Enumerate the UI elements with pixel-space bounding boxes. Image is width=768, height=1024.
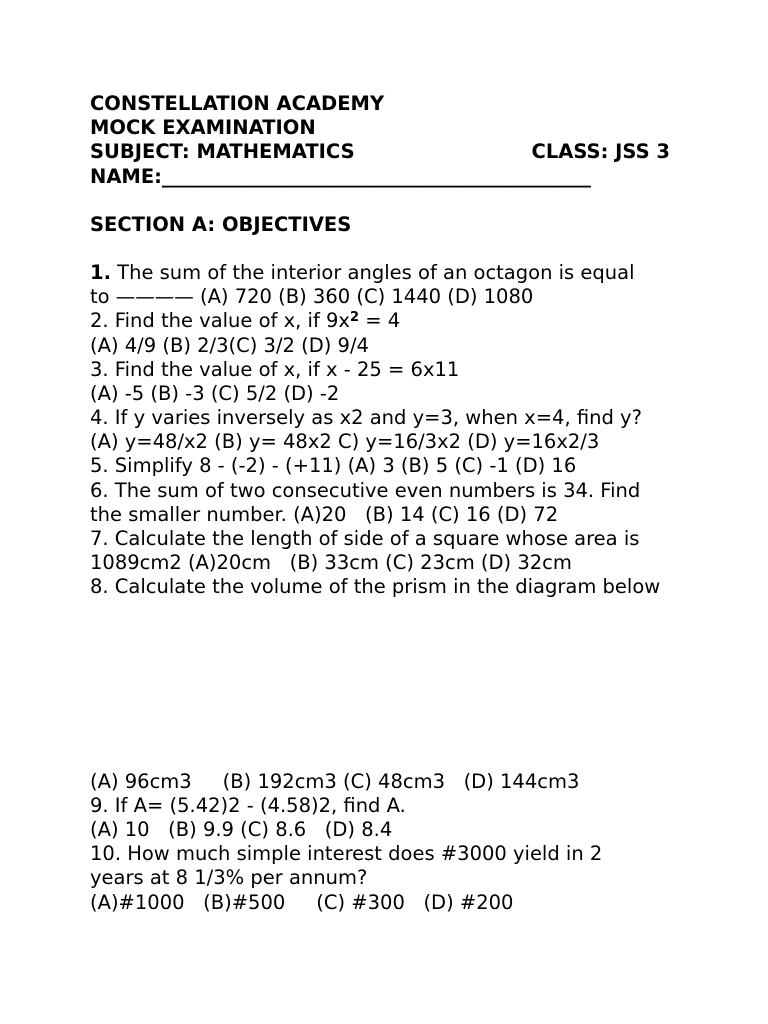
spacer [90, 237, 690, 261]
question-7-options: 1089cm2 (A)20cm (B) 33cm (C) 23cm (D) 32cm [90, 551, 572, 575]
prism-diagram-area [90, 600, 690, 770]
question-2-exponent: 2 [349, 310, 360, 326]
question-2-text-end: = 4 [359, 309, 401, 333]
question-10-text-cont: years at 8 1/3% per annum? [90, 866, 368, 890]
question-10-options: (A)#1000 (B)#500 (C) #300 (D) #200 [90, 890, 514, 914]
question-10-text: 10. How much simple interest does #3000 yield in 2 [90, 842, 603, 866]
question-2-line-1 [90, 309, 690, 333]
exam-page [90, 92, 690, 915]
question-1-text: The sum of the interior angles of an octagon is equal [110, 260, 635, 284]
class-label: CLASS: JSS 3 [531, 140, 670, 164]
question-8-text: 8. Calculate the volume of the prism in the diagram below [90, 575, 661, 599]
school-name: CONSTELLATION ACADEMY [90, 92, 385, 115]
name-field: NAME:____________________________________________ [90, 164, 591, 188]
question-4-options: (A) y=48/x2 (B) y= 48x2 C) y=16/3x2 (D) y=16x2/3 [90, 430, 600, 454]
question-3-text: 3. Find the value of x, if x - 25 = 6x11 [90, 357, 460, 381]
question-1-number: 1. [90, 260, 111, 284]
question-3-options: (A) -5 (B) -3 (C) 5/2 (D) -2 [90, 381, 340, 405]
question-2-options: (A) 4/9 (B) 2/3(C) 3/2 (D) 9/4 [90, 333, 369, 357]
question-6-options: the smaller number. (A)20 (B) 14 (C) 16 (D) 72 [90, 502, 559, 526]
exam-title: MOCK EXAMINATION [90, 116, 316, 140]
question-7-text: 7. Calculate the length of side of a square whose area is [90, 527, 640, 550]
question-5-text: 5. Simplify 8 - (-2) - (+11) (A) 3 (B) 5 (C) -1 (D) 16 [90, 454, 577, 478]
question-6-text: 6. The sum of two consecutive even numbers is 34. Find [90, 478, 641, 502]
question-1-line-1 [90, 261, 690, 285]
section-title: SECTION A: OBJECTIVES [90, 212, 352, 236]
question-2-text: 2. Find the value of x, if 9x [90, 309, 350, 333]
question-4-text: 4. If y varies inversely as x2 and y=3, when x=4, find y? [90, 406, 642, 430]
question-8-options: (A) 96cm3 (B) 192cm3 (C) 48cm3 (D) 144cm3 [90, 769, 580, 793]
subject-class-row [90, 140, 670, 164]
question-1-options: to ———— (A) 720 (B) 360 (C) 1440 (D) 1080 [90, 285, 534, 309]
question-9-text: 9. If A= (5.42)2 - (4.58)2, find A. [90, 793, 406, 817]
subject-label: SUBJECT: MATHEMATICS [90, 140, 355, 164]
question-9-options: (A) 10 (B) 9.9 (C) 8.6 (D) 8.4 [90, 817, 393, 841]
spacer [90, 189, 690, 213]
